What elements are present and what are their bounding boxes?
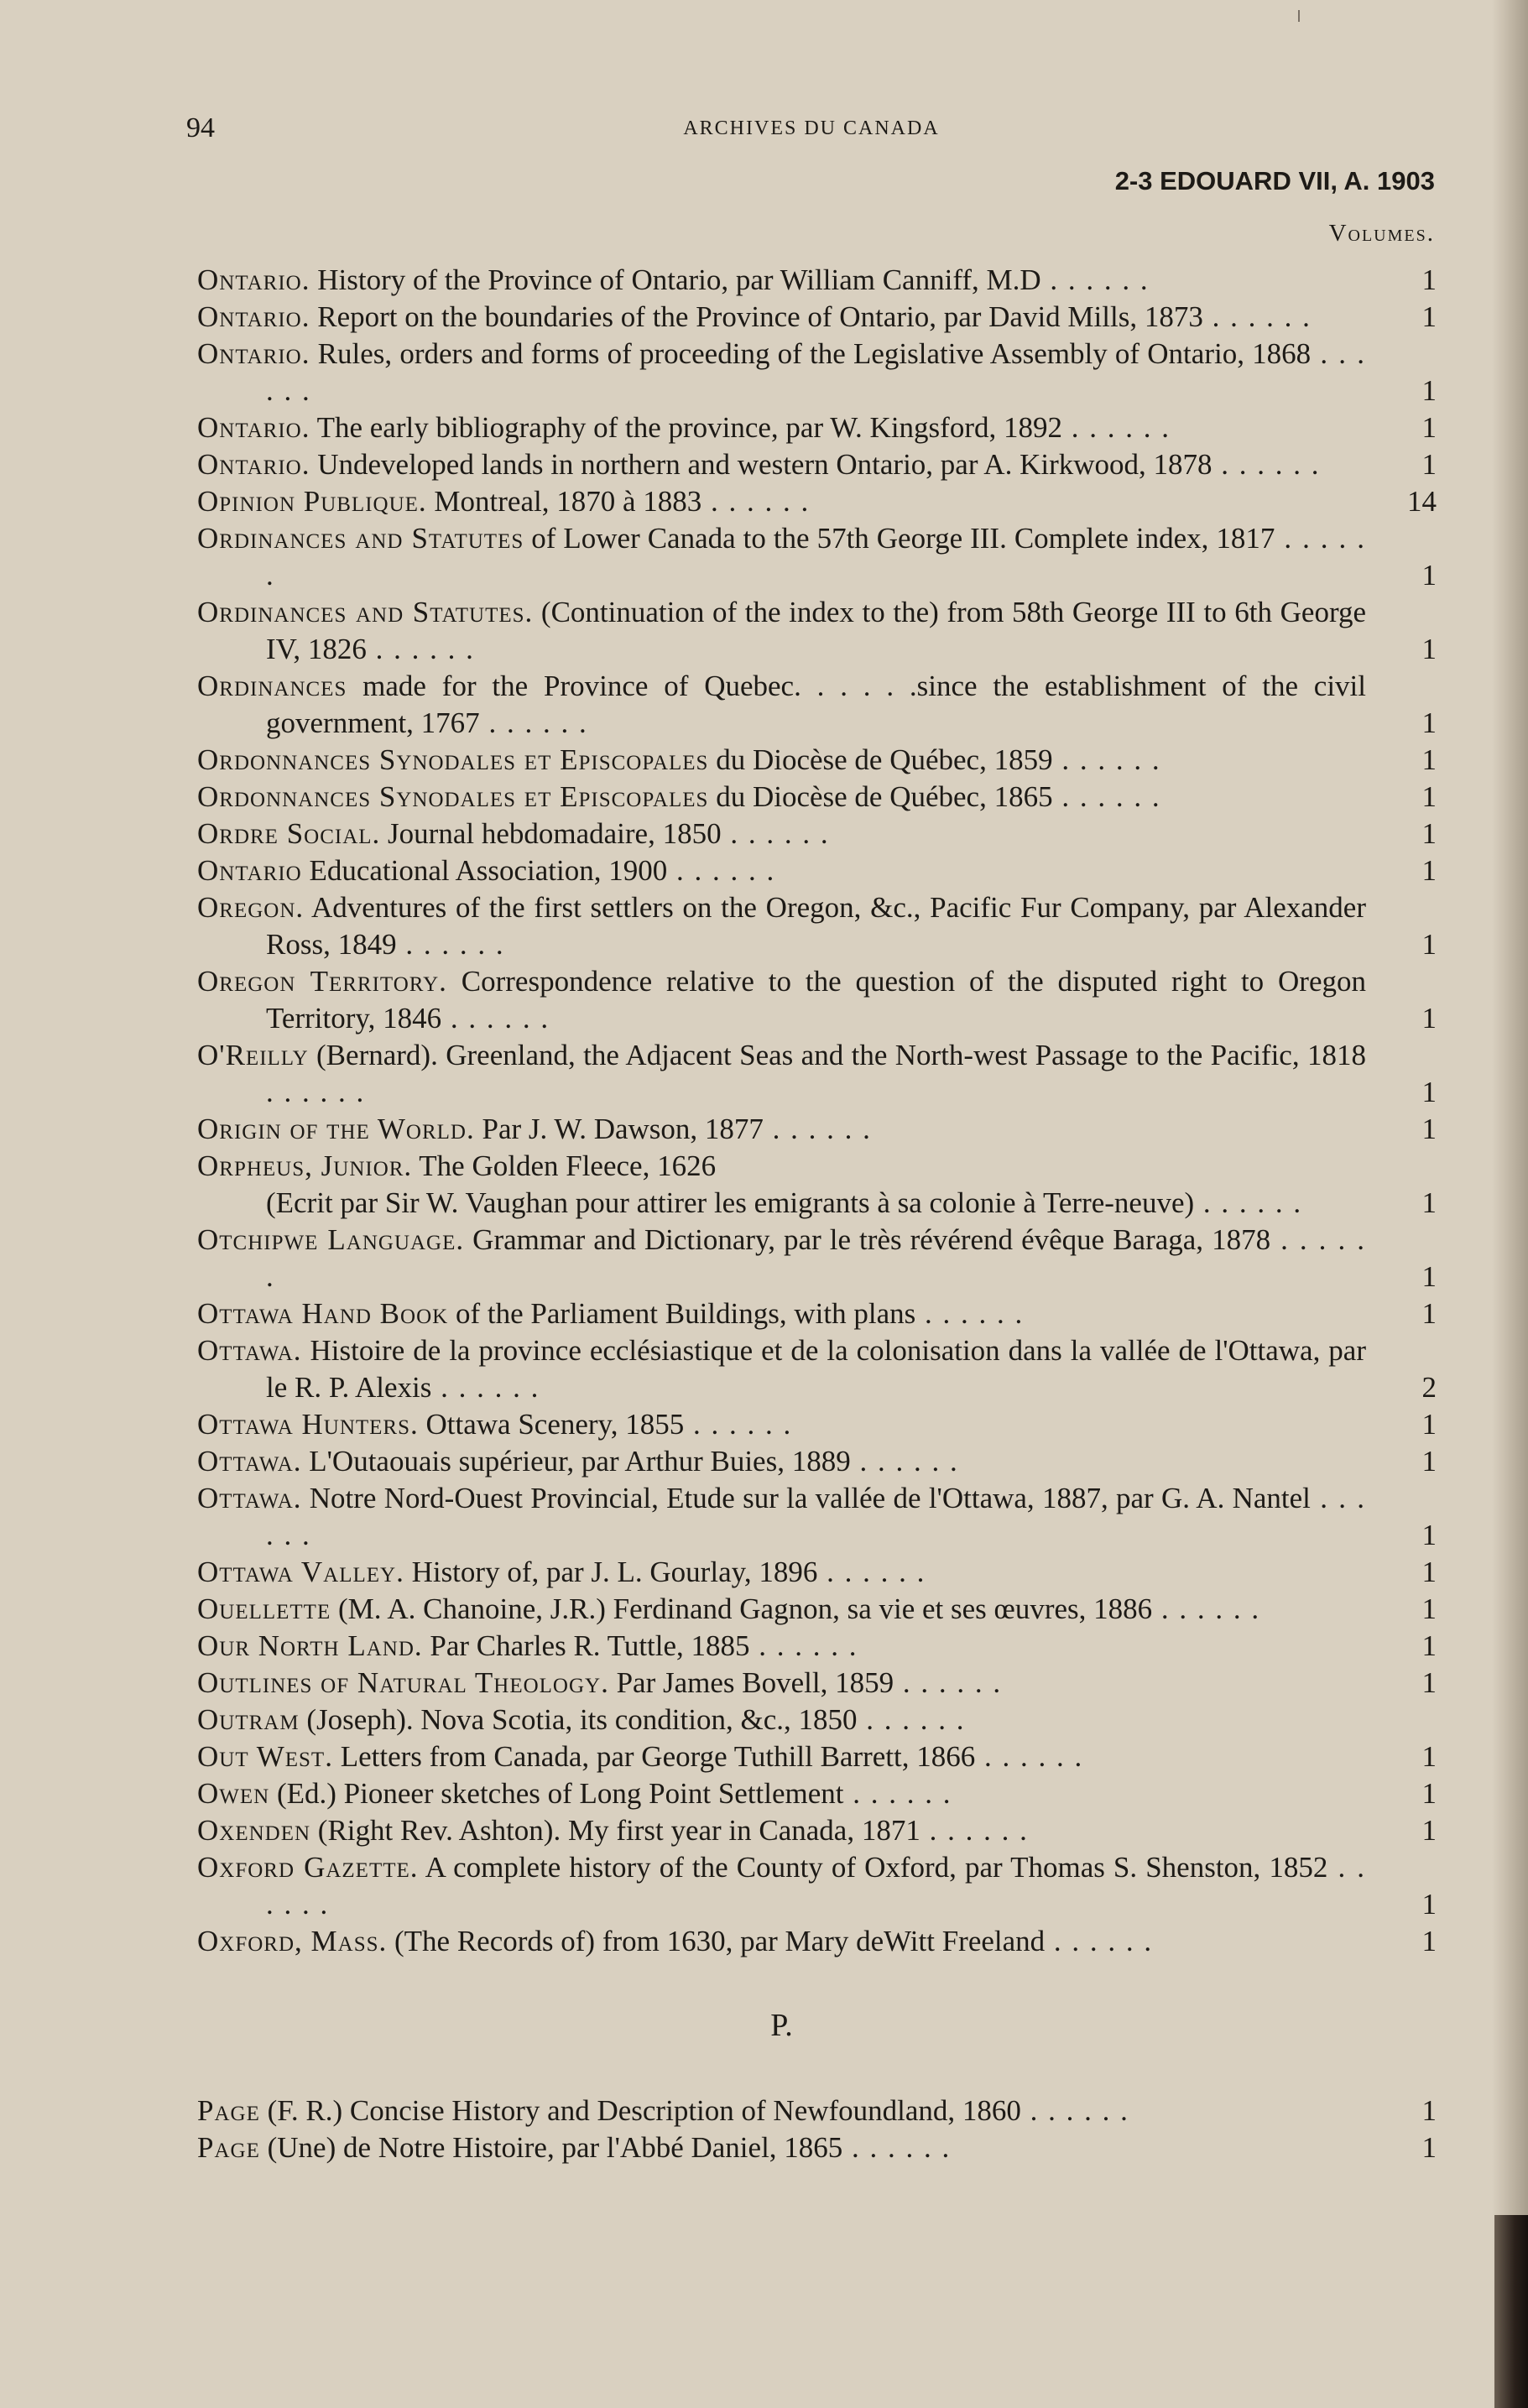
entry-title: du Diocèse de Québec, 1859 . . . . . . <box>716 743 1161 776</box>
catalog-entry <box>197 1812 1437 1849</box>
entry-heading: Outlines of Natural Theology. <box>197 1666 609 1699</box>
catalog-entry <box>197 409 1437 446</box>
entry-title: History of the Province of Ontario, par William Canniff, M.D . . . . . . <box>317 263 1150 296</box>
page-mark <box>1298 10 1300 22</box>
entry-leader: . . . . . . <box>857 1703 966 1736</box>
catalog-entry <box>197 2093 1437 2129</box>
entry-heading: Ouellette <box>197 1592 331 1625</box>
entry-title: (Une) de Notre Histoire, par l'Abbé Daniel, 1865 . . . . . . <box>267 2131 952 2164</box>
catalog-entry <box>197 1628 1437 1665</box>
entry-volume-count: 1 <box>1421 1445 1437 1478</box>
entry-note: (Ecrit par Sir W. Vaughan pour attirer les emigrants à sa colonie à Terre-neuve) . . . . . . <box>266 1186 1303 1219</box>
entry-title: Notre Nord-Ouest Provincial, Etude sur la vallée de l'Ottawa, 1887, par G. A. Nantel . . . . . . <box>266 1482 1367 1551</box>
entry-leader: . . . . . . <box>684 1408 793 1441</box>
entry-volume-count: 1 <box>1421 928 1437 961</box>
entry-title: Undeveloped lands in northern and western Ontario, par A. Kirkwood, 1878 . . . . . . <box>317 448 1321 481</box>
entry-heading: Oxford, Mass. <box>197 1925 388 1957</box>
entry-volume-count: 1 <box>1421 2131 1437 2164</box>
entry-leader: . . . . . . <box>667 854 776 887</box>
entry-heading: Owen <box>197 1777 270 1810</box>
entry-leader: . . . . . . <box>366 633 475 665</box>
catalog-entry <box>197 889 1437 963</box>
entry-heading: Opinion Publique. <box>197 485 427 518</box>
volumes-column-heading: Volumes. <box>1328 220 1435 247</box>
entry-volume-count: 2 <box>1421 1371 1437 1404</box>
entry-heading: Ordonnances Synodales et Episcopales <box>197 743 709 776</box>
entry-leader: . . . . . . <box>441 1002 550 1035</box>
catalog-entry <box>197 1849 1437 1923</box>
entry-heading: Ontario. <box>197 337 310 370</box>
entry-heading: Ordinances and Statutes. <box>197 596 534 628</box>
catalog-entry <box>197 483 1437 520</box>
catalog-entry <box>197 1702 1437 1738</box>
entry-title: (F. R.) Concise History and Description of Newfoundland, 1860 . . . . . . <box>267 2094 1129 2127</box>
entry-volume-count: 1 <box>1421 411 1437 444</box>
entry-volume-count: 1 <box>1421 1740 1437 1773</box>
catalog-entry <box>197 1923 1437 1960</box>
catalog-entry <box>197 1295 1437 1332</box>
entry-heading: Ordonnances Synodales et Episcopales <box>197 780 709 813</box>
entry-title: (Continuation of the index to the) from 58th George III to 6th George IV, 1826 . . . . . . <box>266 596 1367 665</box>
entry-heading: Ontario <box>197 854 302 887</box>
entry-heading: Ontario. <box>197 411 310 444</box>
entry-volume-count: 1 <box>1421 1592 1437 1625</box>
entry-title: L'Outaouais supérieur, par Arthur Buies, 1889 . . . . . . <box>309 1445 959 1478</box>
catalog-entry <box>197 299 1437 336</box>
entry-heading: Oregon. <box>197 891 305 924</box>
catalog-entry <box>197 446 1437 483</box>
entry-heading: Ontario. <box>197 448 310 481</box>
entry-leader: . . . . . . <box>266 337 1367 407</box>
entry-leader: . . . . . . <box>920 1814 1029 1847</box>
entry-volume-count: 14 <box>1407 485 1437 518</box>
entry-title: Report on the boundaries of the Province of Ontario, par David Mills, 1873 . . . . . . <box>317 300 1312 333</box>
entry-volume-count: 1 <box>1421 1888 1437 1921</box>
entry-title: of Lower Canada to the 57th George III. Complete index, 1817 . . . . . . <box>266 522 1367 592</box>
catalog-entry <box>197 1406 1437 1443</box>
entry-title: The Golden Fleece, 1626 <box>419 1149 717 1182</box>
entry-leader: . . . . . . <box>1194 1186 1303 1219</box>
entry-title: (Ed.) Pioneer sketches of Long Point Settlement . . . . . . <box>276 1777 952 1810</box>
catalog-entry <box>197 963 1437 1037</box>
entry-title: Par James Bovell, 1859 . . . . . . <box>616 1666 1003 1699</box>
entry-heading: Outram <box>197 1703 300 1736</box>
catalog-entry <box>197 668 1437 742</box>
entry-volume-count: 1 <box>1421 1925 1437 1957</box>
entry-title: Grammar and Dictionary, par le très révérend évêque Baraga, 1878 . . . . . . <box>266 1223 1366 1293</box>
catalog-entry <box>197 262 1437 299</box>
page-number: 94 <box>186 112 215 143</box>
entry-title: Montreal, 1870 à 1883 . . . . . . <box>434 485 811 518</box>
entry-heading: Page <box>197 2131 260 2164</box>
entry-heading: Ordinances and Statutes <box>197 522 524 555</box>
entry-volume-count: 1 <box>1421 1408 1437 1441</box>
entry-list <box>197 262 1437 2166</box>
entry-leader: . . . . . . <box>1052 780 1161 813</box>
entry-volume-count: 1 <box>1421 1629 1437 1662</box>
entry-leader: . . . . . . <box>817 1556 926 1588</box>
entry-leader: . . . . . . <box>915 1297 1025 1330</box>
entry-title: (The Records of) from 1630, par Mary deWitt Freeland . . . . . . <box>394 1925 1154 1957</box>
catalog-entry <box>197 1665 1437 1702</box>
entry-volume-count: 1 <box>1421 2094 1437 2127</box>
entry-volume-count: 1 <box>1421 1777 1437 1810</box>
catalog-entry <box>197 594 1437 668</box>
catalog-entry <box>197 1738 1437 1775</box>
entry-leader: . . . . . . <box>479 706 588 739</box>
entry-leader: . . . . . . <box>894 1666 1003 1699</box>
entry-leader: . . . . . . <box>721 817 830 850</box>
catalog-entry <box>197 2129 1437 2166</box>
entry-leader: . . . . . . <box>1152 1592 1261 1625</box>
catalog-entry <box>197 852 1437 889</box>
catalog-entry <box>197 1554 1437 1591</box>
catalog-entry <box>197 336 1437 409</box>
entry-heading: Ottawa Valley. <box>197 1556 404 1588</box>
entry-heading: Ottawa. <box>197 1482 302 1514</box>
entry-volume-count: 1 <box>1421 263 1437 296</box>
entry-heading: Oxenden <box>197 1814 311 1847</box>
entry-volume-count: 1 <box>1421 743 1437 776</box>
entry-title: (Right Rev. Ashton). My first year in Canada, 1871 . . . . . . <box>317 1814 1029 1847</box>
entry-volume-count: 1 <box>1421 559 1437 592</box>
entry-heading: Ottawa. <box>197 1334 302 1367</box>
entry-volume-count: 1 <box>1421 854 1437 887</box>
entry-heading: Ordre Social. <box>197 817 381 850</box>
entry-leader: . . . . . . <box>1202 300 1312 333</box>
entry-title: (Bernard). Greenland, the Adjacent Seas and the North-west Passage to the Pacific, 1818 . . . . . . <box>266 1039 1366 1108</box>
entry-title: Letters from Canada, par George Tuthill Barrett, 1866 . . . . . . <box>340 1740 1084 1773</box>
entry-leader: . . . . . . <box>843 1777 952 1810</box>
entry-volume-count: 1 <box>1421 1076 1437 1108</box>
catalog-entry <box>197 816 1437 852</box>
entry-title: Par Charles R. Tuttle, 1885 . . . . . . <box>430 1629 858 1662</box>
entry-volume-count: 1 <box>1421 817 1437 850</box>
page-edge-shadow <box>1492 0 1528 2408</box>
entry-title: History of, par J. L. Gourlay, 1896 . . . . . . <box>411 1556 926 1588</box>
entry-leader: . . . . . . <box>266 1851 1367 1921</box>
entry-title: Correspondence relative to the question of the disputed right to Oregon Territory, 1846 . . . . . . <box>266 965 1366 1035</box>
entry-heading: O'Reilly <box>197 1039 309 1071</box>
entry-leader: . . . . . . <box>1020 2094 1129 2127</box>
catalog-entry <box>197 1480 1437 1554</box>
entry-title: Par J. W. Dawson, 1877 . . . . . . <box>482 1113 872 1145</box>
entry-leader: . . . . . . <box>975 1740 1084 1773</box>
entry-volume-count: 1 <box>1421 300 1437 333</box>
entry-title: of the Parliament Buildings, with plans . . . . . . <box>455 1297 1025 1330</box>
entry-leader: . . . . . . <box>266 1223 1366 1293</box>
entry-heading: Our North Land. <box>197 1629 423 1662</box>
entry-volume-count: 1 <box>1421 448 1437 481</box>
entry-leader: . . . . . . <box>842 2131 952 2164</box>
entry-leader: . . . . . . <box>396 928 505 961</box>
entry-title: (M. A. Chanoine, J.R.) Ferdinand Gagnon, sa vie et ses œuvres, 1886 . . . . . . <box>337 1592 1261 1625</box>
entry-volume-count: 1 <box>1421 374 1437 407</box>
entry-title: Educational Association, 1900 . . . . . . <box>309 854 776 887</box>
binding-edge <box>1494 2215 1528 2408</box>
running-head: ARCHIVES DU CANADA <box>683 117 940 139</box>
catalog-entry <box>197 1775 1437 1812</box>
entry-title: du Diocèse de Québec, 1865 . . . . . . <box>716 780 1161 813</box>
entry-leader: . . . . . . <box>1062 411 1171 444</box>
entry-heading: Oxford Gazette. <box>197 1851 419 1884</box>
entry-heading: Ordinances <box>197 670 347 702</box>
entry-title: Adventures of the first settlers on the Oregon, &c., Pacific Fur Company, par Alexander Ross, 1849 . . . . . . <box>266 891 1366 961</box>
catalog-entry <box>197 779 1437 816</box>
catalog-entry <box>197 520 1437 594</box>
entry-heading: Oregon Territory. <box>197 965 447 998</box>
catalog-entry <box>197 1591 1437 1628</box>
entry-title: made for the Province of Quebec. . . . . .since the establishment of the civil government, 1767 . . . . . . <box>266 670 1367 739</box>
entry-heading: Ottawa. <box>197 1445 302 1478</box>
entry-leader: . . . . . . <box>763 1113 872 1145</box>
entry-volume-count: 1 <box>1421 1260 1437 1293</box>
entry-leader: . . . . . . <box>1052 743 1161 776</box>
entry-title: The early bibliography of the province, par W. Kingsford, 1892 . . . . . . <box>316 411 1171 444</box>
entry-leader: . . . . . . <box>1040 263 1150 296</box>
catalog-entry <box>197 1148 1437 1222</box>
entry-volume-count: 1 <box>1421 633 1437 665</box>
section-letter: P. <box>770 2008 793 2043</box>
entry-volume-count: 1 <box>1421 1113 1437 1145</box>
entry-volume-count: 1 <box>1421 1814 1437 1847</box>
entry-leader: . . . . . . <box>701 485 811 518</box>
entry-leader: . . . . . . <box>850 1445 959 1478</box>
catalog-entry <box>197 1111 1437 1148</box>
entry-volume-count: 1 <box>1421 1186 1437 1219</box>
catalog-entry <box>197 1037 1437 1111</box>
entry-heading: Page <box>197 2094 260 2127</box>
entry-title: Histoire de la province ecclésiastique et de la colonisation dans la vallée de l'Ottawa, par le R. P. Alexis . . . . . . <box>266 1334 1366 1404</box>
entry-volume-count: 1 <box>1421 1519 1437 1551</box>
entry-title: Ottawa Scenery, 1855 . . . . . . <box>425 1408 793 1441</box>
entry-title: (Joseph). Nova Scotia, its condition, &c., 1850 . . . . . . <box>306 1703 966 1736</box>
entry-volume-count: 1 <box>1421 1556 1437 1588</box>
catalog-entry <box>197 1443 1437 1480</box>
entry-leader: . . . . . . <box>266 522 1367 592</box>
entry-heading: Ottawa Hand Book <box>197 1297 449 1330</box>
entry-volume-count: 1 <box>1421 1297 1437 1330</box>
entry-volume-count: 1 <box>1421 780 1437 813</box>
entry-title: Journal hebdomadaire, 1850 . . . . . . <box>388 817 830 850</box>
entry-leader: . . . . . . <box>749 1629 858 1662</box>
entry-volume-count: 1 <box>1421 706 1437 739</box>
entry-title: Rules, orders and forms of proceeding of the Legislative Assembly of Ontario, 1868 . . . . . . <box>266 337 1367 407</box>
entry-heading: Ottawa Hunters. <box>197 1408 419 1441</box>
entry-heading: Ontario. <box>197 300 310 333</box>
session-label: 2-3 EDOUARD VII, A. 1903 <box>1114 166 1435 195</box>
entry-heading: Out West. <box>197 1740 333 1773</box>
entry-volume-count: 1 <box>1421 1002 1437 1035</box>
entry-leader: . . . . . . <box>431 1371 540 1404</box>
entry-heading: Orpheus, Junior. <box>197 1149 413 1182</box>
entry-volume-count: 1 <box>1421 1666 1437 1699</box>
entry-leader: . . . . . . <box>1045 1925 1154 1957</box>
catalog-entry <box>197 1222 1437 1295</box>
entry-leader: . . . . . . <box>266 1482 1367 1551</box>
entry-leader: . . . . . . <box>266 1076 366 1108</box>
entry-leader: . . . . . . <box>1212 448 1321 481</box>
entry-heading: Otchipwe Language. <box>197 1223 465 1256</box>
entry-heading: Ontario. <box>197 263 310 296</box>
catalog-entry <box>197 742 1437 779</box>
page-header <box>186 107 1437 149</box>
entry-title: A complete history of the County of Oxford, par Thomas S. Shenston, 1852 . . . . . . <box>266 1851 1367 1921</box>
catalog-entry <box>197 1332 1437 1406</box>
entry-heading: Origin of the World. <box>197 1113 475 1145</box>
